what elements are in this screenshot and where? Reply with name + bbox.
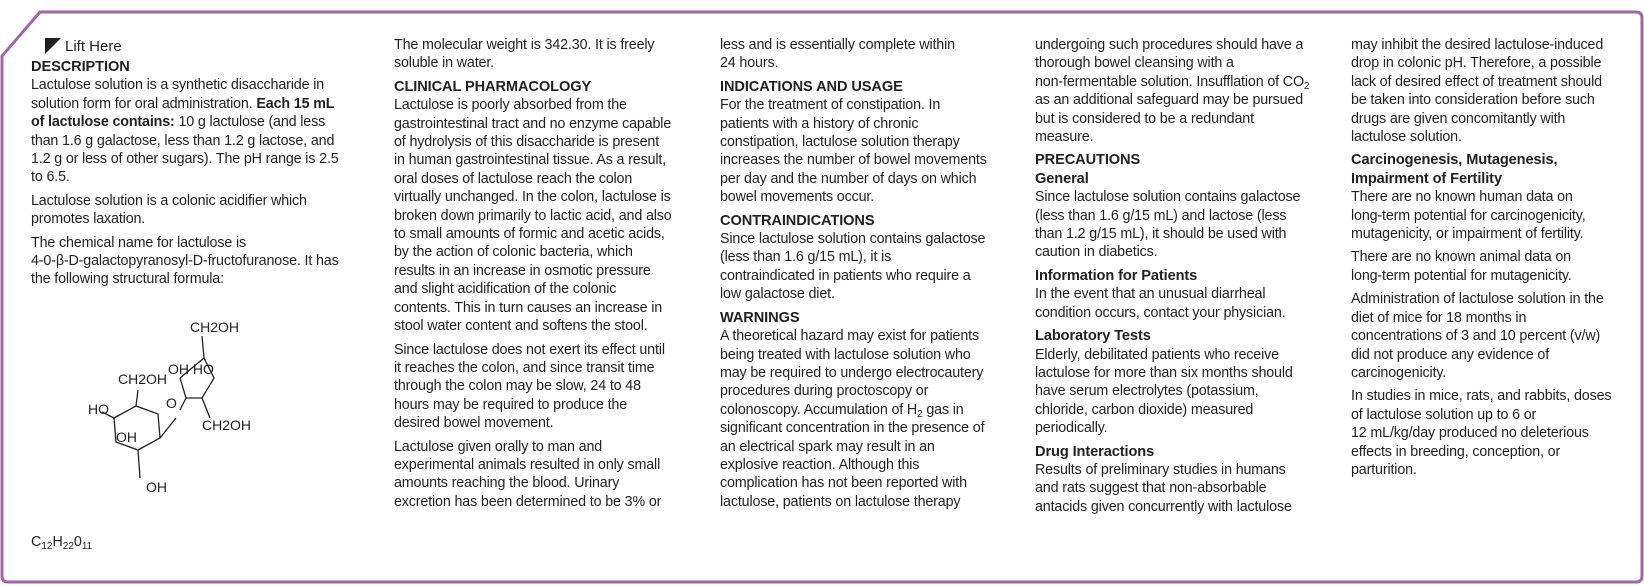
text-line: of lactulose contains: — [31, 114, 175, 131]
structure-o: O — [166, 395, 177, 411]
text-line: Lactulose solution is a colonic acidifier which — [31, 192, 307, 209]
carcinogenesis-paragraph-3 — [1351, 290, 1641, 382]
text-line: In studies in mice, rats, and rabbits, doses — [1351, 388, 1612, 405]
text-line: contents. This in turn causes an increase in — [394, 299, 663, 316]
carcinogenesis-paragraph-2 — [1351, 248, 1641, 285]
text-line: diet of mice for 18 months in — [1351, 309, 1527, 326]
text-line: constipation, lactulose solution therapy — [720, 134, 960, 151]
text-line: 4-0-β-D-galactopyranosyl-D-fructofuranose. It has — [31, 253, 339, 270]
text-line: Since lactulose solution contains galactose — [720, 231, 986, 248]
text-line: by the action of colonic bacteria, which — [394, 244, 633, 261]
drug-interactions-continued-text — [1351, 36, 1641, 146]
molecular-formula — [31, 534, 92, 550]
text-line: Results of preliminary studies in humans — [1035, 461, 1286, 478]
text-line: complication has not been reported with — [720, 475, 967, 492]
text-line: than 1.2 g/15 mL), it should be used with — [1035, 226, 1287, 243]
text-line: may be required to undergo electrocautery — [720, 364, 984, 381]
text-line: C — [31, 534, 42, 550]
description-paragraph-2 — [31, 192, 361, 229]
text-line: as an additional safeguard may be pursued — [1035, 92, 1304, 109]
description-paragraph-3 — [31, 234, 361, 289]
text-line: lactulose, patients on lactulose therapy — [720, 493, 961, 510]
clinical-pharmacology-column — [394, 36, 694, 516]
text-line: 12 — [41, 541, 53, 552]
text-line: 2 — [917, 408, 923, 420]
text-line: The chemical name for lactulose is — [31, 234, 247, 251]
text-line: amounts reaching the blood. Urinary — [394, 475, 620, 492]
text-line: Each 15 mL — [256, 95, 335, 112]
lift-here-label: Lift Here — [65, 38, 122, 55]
general-subheading: General — [1035, 170, 1089, 187]
structure-ch2oh-right: CH2OH — [202, 417, 252, 433]
laboratory-tests-subheading: Laboratory Tests — [1035, 328, 1151, 345]
text-line: hours may be required to produce the — [394, 396, 628, 413]
text-line: than 1.6 g galactose, less than 1.2 g lactose, and — [31, 132, 335, 149]
text-line: measure. — [1035, 129, 1094, 146]
text-line: bowel movements occur. — [720, 189, 875, 206]
lift-here-tab[interactable] — [45, 38, 122, 56]
text-line: in human gastrointestinal tissue. As a result, — [394, 152, 667, 169]
text-line: periodically. — [1035, 420, 1108, 437]
text-line: 11 — [81, 541, 93, 552]
structure-oh-bottom: OH — [146, 479, 167, 495]
carcinogenesis-paragraph-1 — [1351, 188, 1641, 243]
structure-ho: HO — [88, 401, 109, 417]
text-line: the following structural formula: — [31, 271, 224, 288]
carcinogenesis-column — [1351, 36, 1641, 484]
clinical-pharmacology-paragraph-2 — [394, 341, 694, 433]
structure-ch2oh-left: CH2OH — [118, 371, 168, 387]
text-line: antacids given concurrently with lactulose — [1035, 498, 1292, 515]
text-line: There are no known animal data on — [1351, 249, 1571, 266]
text-line: gastrointestinal tract and no enzyme capable — [394, 115, 672, 132]
laboratory-tests-paragraph — [1035, 346, 1335, 438]
indications-heading: INDICATIONS AND USAGE — [720, 78, 903, 95]
clinical-pharmacology-paragraph-1 — [394, 96, 694, 335]
text-line: to 6.5. — [31, 169, 70, 186]
text-line: Lactulose given orally to man and — [394, 438, 603, 455]
text-line: 0 — [73, 534, 82, 550]
text-line: Lactulose is poorly absorbed from the — [394, 97, 627, 114]
lactulose-structural-formula — [80, 318, 280, 518]
text-line: significant concentration in the presence of — [720, 420, 985, 437]
carcinogenesis-heading-line-1: Carcinogenesis, Mutagenesis, — [1351, 152, 1558, 169]
text-line: have serum electrolytes (potassium, — [1035, 383, 1259, 400]
text-line: patients with a history of chronic — [720, 115, 919, 132]
text-line: Elderly, debilitated patients who receive — [1035, 346, 1279, 363]
information-for-patients-paragraph — [1035, 285, 1335, 322]
text-line: long-term potential for mutagenicity. — [1351, 267, 1572, 284]
text-line: The molecular weight is 342.30. It is freely — [394, 37, 655, 53]
text-line: drugs are given concomitantly with — [1351, 110, 1566, 127]
text-line: colonoscopy. Accumulation of H — [720, 401, 918, 418]
text-line: 1.2 g or less of other sugars). The pH range is 2.5 — [31, 151, 339, 168]
indications-warnings-column — [720, 36, 1020, 516]
text-line: it reaches the colon, and since transit time — [394, 359, 655, 376]
text-line: to small amounts of formic and acetic acids, — [394, 226, 665, 243]
text-line: explosive reaction. Although this — [720, 456, 920, 473]
clinical-pharmacology-paragraph-3 — [394, 438, 694, 512]
text-line: 12 mL/kg/day produced no deleterious — [1351, 425, 1589, 442]
text-line: an electrical spark may result in an — [720, 438, 935, 455]
text-line: lack of desired effect of treatment should — [1351, 73, 1602, 90]
carcinogenesis-paragraph-4 — [1351, 387, 1641, 479]
text-line: A theoretical hazard may exist for patients — [720, 328, 979, 345]
text-line: procedures during proctoscopy or — [720, 383, 929, 400]
precautions-column — [1035, 36, 1335, 521]
text-line: did not produce any evidence of — [1351, 346, 1550, 363]
text-line: 10 g lactulose (and less — [178, 114, 326, 131]
warnings-continued-text — [1035, 36, 1335, 146]
information-for-patients-subheading: Information for Patients — [1035, 267, 1198, 284]
structure-oh-ho: OH HO — [168, 361, 214, 377]
text-line: lactulose solution. — [1351, 129, 1462, 146]
text-line: and rats suggest that non-absorbable — [1035, 480, 1267, 497]
text-line: effects in breeding, conception, or — [1351, 443, 1561, 460]
text-line: of lactulose solution up to 6 or — [1351, 406, 1537, 423]
text-line: carcinogenicity. — [1351, 364, 1447, 381]
text-line: through the colon may be slow, 24 to 48 — [394, 378, 641, 395]
text-line: per day and the number of days on which — [720, 170, 977, 187]
text-line: of hydrolysis of this disaccharide is present — [394, 134, 660, 151]
text-line: condition occurs, contact your physician. — [1035, 304, 1286, 321]
warnings-heading: WARNINGS — [720, 309, 800, 326]
text-line: caution in diabetics. — [1035, 244, 1158, 261]
text-line: virtually unchanged. In the colon, lactulose is — [394, 189, 671, 206]
text-line: gas in — [922, 401, 964, 418]
text-line: mutagenicity, or impairment of fertility. — [1351, 226, 1584, 243]
text-line: may inhibit the desired lactulose-induced — [1351, 37, 1604, 53]
text-line: Since lactulose solution contains galactose — [1035, 189, 1301, 206]
text-line: less and is essentially complete within — [720, 37, 955, 53]
text-line: results in an increase in osmotic pressure — [394, 262, 651, 279]
drug-interactions-subheading: Drug Interactions — [1035, 443, 1155, 460]
warnings-paragraph — [720, 327, 1020, 511]
text-line: increases the number of bowel movements — [720, 152, 987, 169]
text-line: non-fermentable solution. Insufflation of CO — [1035, 73, 1304, 90]
text-line: There are no known human data on — [1351, 189, 1573, 206]
text-line: For the treatment of constipation. In — [720, 97, 941, 114]
general-paragraph — [1035, 188, 1335, 262]
text-line: Lactulose solution is a synthetic disaccharide in — [31, 77, 325, 94]
precautions-heading: PRECAUTIONS — [1035, 152, 1141, 169]
text-line: stool water content and softens the stool. — [394, 318, 648, 335]
text-line: long-term potential for carcinogenicity, — [1351, 207, 1586, 224]
excretion-continued-text — [720, 36, 1020, 73]
text-line: excretion has been determined to be 3% or — [394, 493, 662, 510]
text-line: broken down primarily to lactic acid, and also — [394, 207, 672, 224]
text-line: experimental animals resulted in only small — [394, 456, 661, 473]
text-line: chloride, carbon dioxide) measured — [1035, 401, 1254, 418]
text-line: drop in colonic pH. Therefore, a possible — [1351, 55, 1602, 72]
text-line: H — [52, 534, 63, 550]
text-line: but is considered to be a redundant — [1035, 110, 1254, 127]
indications-paragraph — [720, 96, 1020, 206]
clinical-pharmacology-heading: CLINICAL PHARMACOLOGY — [394, 78, 592, 95]
text-line: lactulose for more than six months should — [1035, 364, 1293, 381]
text-line: (less than 1.6 g/15 mL) and lactose (less — [1035, 207, 1287, 224]
text-line: thorough bowel cleansing with a — [1035, 55, 1234, 72]
lift-triangle-icon — [45, 38, 61, 54]
text-line: parturition. — [1351, 461, 1417, 478]
molecular-weight-text — [394, 36, 694, 73]
description-column — [31, 58, 361, 294]
text-line: undergoing such procedures should have a — [1035, 37, 1304, 53]
text-line: Administration of lactulose solution in the — [1351, 291, 1604, 308]
text-line: be taken into consideration before such — [1351, 92, 1595, 109]
text-line: Since lactulose does not exert its effect until — [394, 341, 665, 358]
text-line: low galactose diet. — [720, 286, 835, 303]
contraindications-paragraph — [720, 230, 1020, 304]
carcinogenesis-heading-line-2: Impairment of Fertility — [1351, 170, 1502, 187]
text-line: (less than 1.6 g/15 mL), it is — [720, 249, 892, 266]
text-line: desired bowel movement. — [394, 415, 554, 432]
text-line: 2 — [1303, 80, 1310, 92]
description-heading: DESCRIPTION — [31, 59, 130, 75]
text-line: concentrations of 3 and 10 percent (v/w) — [1351, 328, 1601, 345]
contraindications-heading: CONTRAINDICATIONS — [720, 212, 875, 229]
text-line: and slight acidification of the colonic — [394, 281, 617, 298]
text-line: contraindicated in patients who require a — [720, 267, 971, 284]
text-line: In the event that an unusual diarrheal — [1035, 286, 1266, 303]
text-line: promotes laxation. — [31, 211, 146, 228]
structure-oh-mid: OH — [116, 429, 137, 445]
text-line: 22 — [62, 541, 74, 552]
text-line: soluble in water. — [394, 55, 494, 72]
structure-ch2oh-top: CH2OH — [190, 319, 240, 335]
text-line: oral doses of lactulose reach the colon — [394, 170, 633, 187]
text-line: 24 hours. — [720, 55, 779, 72]
text-line: being treated with lactulose solution who — [720, 346, 971, 363]
drug-interactions-paragraph — [1035, 461, 1335, 516]
text-line: solution form for oral administration. — [31, 95, 253, 112]
description-paragraph-1 — [31, 76, 361, 186]
